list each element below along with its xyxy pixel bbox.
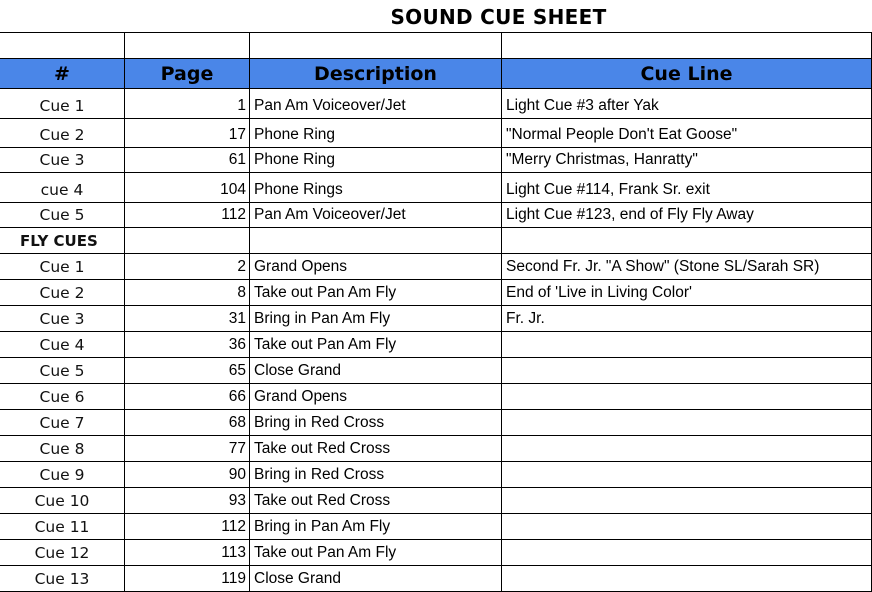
- page-cell[interactable]: 1: [125, 89, 250, 118]
- page-cell[interactable]: 104: [125, 173, 250, 202]
- description-cell[interactable]: Close Grand: [250, 358, 502, 383]
- cue-number-cell[interactable]: Cue 10: [0, 488, 125, 513]
- table-row: [0, 462, 872, 488]
- page-cell[interactable]: 77: [125, 436, 250, 461]
- cue-number-cell[interactable]: Cue 2: [0, 280, 125, 305]
- blank-cell[interactable]: [502, 33, 872, 58]
- description-cell[interactable]: Take out Pan Am Fly: [250, 332, 502, 357]
- cue-number-cell[interactable]: Cue 4: [0, 332, 125, 357]
- cue-line-cell[interactable]: Light Cue #123, end of Fly Fly Away: [502, 203, 872, 227]
- blank-cell[interactable]: [125, 228, 250, 253]
- cue-line-cell[interactable]: Light Cue #114, Frank Sr. exit: [502, 173, 872, 202]
- cue-line-cell[interactable]: "Normal People Don't Eat Goose": [502, 119, 872, 147]
- cue-sheet-table: [0, 32, 872, 592]
- cue-line-cell[interactable]: [502, 436, 872, 461]
- page-cell[interactable]: 112: [125, 203, 250, 227]
- description-cell[interactable]: Grand Opens: [250, 384, 502, 409]
- cue-number-cell[interactable]: Cue 5: [0, 358, 125, 383]
- fly-cues-label[interactable]: FLY CUES: [0, 228, 125, 253]
- cue-line-cell[interactable]: [502, 358, 872, 383]
- table-row: [0, 119, 872, 148]
- table-row: [0, 280, 872, 306]
- cue-line-cell[interactable]: [502, 540, 872, 565]
- cue-number-cell[interactable]: Cue 1: [0, 254, 125, 279]
- blank-cell[interactable]: [502, 228, 872, 253]
- table-row: [0, 540, 872, 566]
- blank-cell[interactable]: [250, 33, 502, 58]
- description-cell[interactable]: Bring in Pan Am Fly: [250, 514, 502, 539]
- cue-line-cell[interactable]: [502, 410, 872, 435]
- description-cell[interactable]: Take out Pan Am Fly: [250, 540, 502, 565]
- cue-number-cell[interactable]: Cue 3: [0, 148, 125, 172]
- cue-line-cell[interactable]: [502, 566, 872, 591]
- cue-number-cell[interactable]: cue 4: [0, 173, 125, 202]
- cue-line-cell[interactable]: [502, 514, 872, 539]
- cue-number-cell[interactable]: Cue 9: [0, 462, 125, 487]
- description-cell[interactable]: Phone Ring: [250, 148, 502, 172]
- cue-line-cell[interactable]: End of 'Live in Living Color': [502, 280, 872, 305]
- cue-number-cell[interactable]: Cue 1: [0, 89, 125, 118]
- page-cell[interactable]: 119: [125, 566, 250, 591]
- description-cell[interactable]: Bring in Pan Am Fly: [250, 306, 502, 331]
- description-cell[interactable]: Bring in Red Cross: [250, 410, 502, 435]
- description-cell[interactable]: Take out Pan Am Fly: [250, 280, 502, 305]
- cue-line-cell[interactable]: [502, 332, 872, 357]
- cue-line-cell[interactable]: Second Fr. Jr. "A Show" (Stone SL/Sarah SR): [502, 254, 872, 279]
- cue-line-cell[interactable]: [502, 462, 872, 487]
- table-row: [0, 436, 872, 462]
- table-row: [0, 358, 872, 384]
- description-cell[interactable]: Grand Opens: [250, 254, 502, 279]
- page-cell[interactable]: 61: [125, 148, 250, 172]
- header-page[interactable]: Page: [125, 59, 250, 88]
- description-cell[interactable]: Close Grand: [250, 566, 502, 591]
- cue-line-cell[interactable]: [502, 488, 872, 513]
- table-row: [0, 514, 872, 540]
- header-row: [0, 59, 872, 89]
- cue-number-cell[interactable]: Cue 12: [0, 540, 125, 565]
- header-cue-line[interactable]: Cue Line: [502, 59, 872, 88]
- page-cell[interactable]: 8: [125, 280, 250, 305]
- page-cell[interactable]: 68: [125, 410, 250, 435]
- description-cell[interactable]: Take out Red Cross: [250, 488, 502, 513]
- description-cell[interactable]: Pan Am Voiceover/Jet: [250, 89, 502, 118]
- page-cell[interactable]: 2: [125, 254, 250, 279]
- cue-line-cell[interactable]: "Merry Christmas, Hanratty": [502, 148, 872, 172]
- header-number[interactable]: #: [0, 59, 125, 88]
- description-cell[interactable]: Bring in Red Cross: [250, 462, 502, 487]
- page-cell[interactable]: 90: [125, 462, 250, 487]
- page-cell[interactable]: 93: [125, 488, 250, 513]
- sheet-title: SOUND CUE SHEET: [390, 5, 607, 29]
- table-row: [0, 89, 872, 119]
- blank-cell[interactable]: [0, 33, 125, 58]
- cue-line-cell[interactable]: [502, 384, 872, 409]
- page-cell[interactable]: 31: [125, 306, 250, 331]
- page-cell[interactable]: 112: [125, 514, 250, 539]
- table-row: [0, 566, 872, 592]
- cue-number-cell[interactable]: Cue 2: [0, 119, 125, 147]
- page-cell[interactable]: 65: [125, 358, 250, 383]
- table-row: [0, 254, 872, 280]
- cue-number-cell[interactable]: Cue 8: [0, 436, 125, 461]
- table-row: [0, 148, 872, 173]
- table-row: [0, 488, 872, 514]
- blank-cell[interactable]: [125, 33, 250, 58]
- fly-cue-rows: [0, 254, 872, 592]
- cue-number-cell[interactable]: Cue 13: [0, 566, 125, 591]
- description-cell[interactable]: Phone Ring: [250, 119, 502, 147]
- table-row: [0, 173, 872, 203]
- page-cell[interactable]: 66: [125, 384, 250, 409]
- description-cell[interactable]: Phone Rings: [250, 173, 502, 202]
- table-row: [0, 384, 872, 410]
- table-row: [0, 306, 872, 332]
- blank-cell[interactable]: [250, 228, 502, 253]
- cue-number-cell[interactable]: Cue 7: [0, 410, 125, 435]
- page-cell[interactable]: 36: [125, 332, 250, 357]
- table-row: [0, 203, 872, 228]
- cue-line-cell[interactable]: Fr. Jr.: [502, 306, 872, 331]
- table-row: [0, 410, 872, 436]
- page-cell[interactable]: 17: [125, 119, 250, 147]
- description-cell[interactable]: Take out Red Cross: [250, 436, 502, 461]
- blank-row: [0, 32, 872, 59]
- cue-number-cell[interactable]: Cue 5: [0, 203, 125, 227]
- cue-number-cell[interactable]: Cue 6: [0, 384, 125, 409]
- cue-number-cell[interactable]: Cue 11: [0, 514, 125, 539]
- table-row: [0, 332, 872, 358]
- cue-number-cell[interactable]: Cue 3: [0, 306, 125, 331]
- description-cell[interactable]: Pan Am Voiceover/Jet: [250, 203, 502, 227]
- fly-cues-section-row: [0, 228, 872, 254]
- sound-cue-rows: [0, 89, 872, 228]
- header-description[interactable]: Description: [250, 59, 502, 88]
- page-cell[interactable]: 113: [125, 540, 250, 565]
- cue-line-cell[interactable]: Light Cue #3 after Yak: [502, 89, 872, 118]
